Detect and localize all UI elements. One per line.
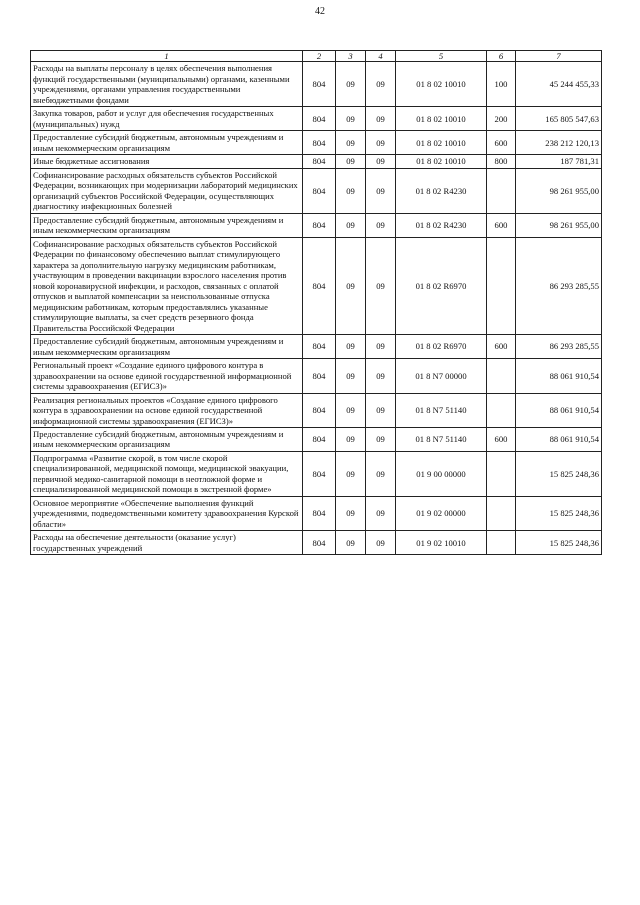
amount: 88 061 910,54 xyxy=(516,427,602,451)
ministry-code: 804 xyxy=(303,131,336,155)
expense-type-code xyxy=(487,168,516,213)
expense-type-code xyxy=(487,393,516,427)
ministry-code: 804 xyxy=(303,107,336,131)
amount: 88 061 910,54 xyxy=(516,393,602,427)
table-row xyxy=(31,393,602,427)
table-row xyxy=(31,359,602,393)
section-code: 09 xyxy=(336,168,366,213)
target-article-code: 01 8 N7 51140 xyxy=(396,393,487,427)
ministry-code: 804 xyxy=(303,237,336,334)
target-article-code: 01 9 00 00000 xyxy=(396,451,487,496)
expense-type-code: 600 xyxy=(487,335,516,359)
table-row xyxy=(31,62,602,107)
section-code: 09 xyxy=(336,393,366,427)
expense-type-code xyxy=(487,451,516,496)
ministry-code: 804 xyxy=(303,62,336,107)
expense-type-code: 600 xyxy=(487,427,516,451)
row-description: Предоставление субсидий бюджетным, автономным учреждениям и иным некоммерческим организациям xyxy=(31,427,303,451)
section-code: 09 xyxy=(336,107,366,131)
ministry-code: 804 xyxy=(303,359,336,393)
section-code: 09 xyxy=(336,531,366,555)
amount: 98 261 955,00 xyxy=(516,213,602,237)
section-code: 09 xyxy=(336,335,366,359)
col-header-1: 1 xyxy=(31,51,303,62)
subsection-code: 09 xyxy=(366,213,396,237)
section-code: 09 xyxy=(336,213,366,237)
expense-type-code: 200 xyxy=(487,107,516,131)
expense-type-code xyxy=(487,496,516,530)
amount: 165 805 547,63 xyxy=(516,107,602,131)
table-row xyxy=(31,335,602,359)
ministry-code: 804 xyxy=(303,335,336,359)
row-description: Предоставление субсидий бюджетным, автономным учреждениям и иным некоммерческим организациям xyxy=(31,131,303,155)
ministry-code: 804 xyxy=(303,168,336,213)
subsection-code: 09 xyxy=(366,62,396,107)
table-row xyxy=(31,496,602,530)
row-description: Подпрограмма «Развитие скорой, в том числе скорой специализированной, медицинской помощи, медицинской эвакуации, первичной медико-санитарной помощи в неотложной форме и специализированной медицинской помощи в экстренной форме» xyxy=(31,451,303,496)
expense-type-code: 100 xyxy=(487,62,516,107)
subsection-code: 09 xyxy=(366,393,396,427)
row-description: Региональный проект «Создание единого цифрового контура в здравоохранении на основе единой государственной информационной системы здравоохранения (ЕГИСЗ)» xyxy=(31,359,303,393)
target-article-code: 01 9 02 00000 xyxy=(396,496,487,530)
subsection-code: 09 xyxy=(366,131,396,155)
expense-type-code xyxy=(487,359,516,393)
ministry-code: 804 xyxy=(303,496,336,530)
subsection-code: 09 xyxy=(366,237,396,334)
section-code: 09 xyxy=(336,359,366,393)
target-article-code: 01 8 02 R4230 xyxy=(396,168,487,213)
table-row xyxy=(31,531,602,555)
expense-type-code xyxy=(487,237,516,334)
row-description: Реализация региональных проектов «Создание единого цифрового контура в здравоохранении на основе единой государственной информационной системы здравоохранения (ЕГИСЗ)» xyxy=(31,393,303,427)
table-row xyxy=(31,107,602,131)
amount: 15 825 248,36 xyxy=(516,531,602,555)
amount: 238 212 120,13 xyxy=(516,131,602,155)
amount: 187 781,31 xyxy=(516,155,602,168)
row-description: Основное мероприятие «Обеспечение выполнения функций учреждениями, подведомственными комитету здравоохранения Курской области» xyxy=(31,496,303,530)
expense-type-code: 600 xyxy=(487,213,516,237)
expense-type-code: 800 xyxy=(487,155,516,168)
section-code: 09 xyxy=(336,427,366,451)
subsection-code: 09 xyxy=(366,107,396,131)
ministry-code: 804 xyxy=(303,427,336,451)
target-article-code: 01 8 02 R4230 xyxy=(396,213,487,237)
subsection-code: 09 xyxy=(366,359,396,393)
col-header-7: 7 xyxy=(516,51,602,62)
expense-type-code: 600 xyxy=(487,131,516,155)
col-header-4: 4 xyxy=(366,51,396,62)
table-row xyxy=(31,168,602,213)
subsection-code: 09 xyxy=(366,451,396,496)
row-description: Предоставление субсидий бюджетным, автономным учреждениям и иным некоммерческим организациям xyxy=(31,335,303,359)
amount: 15 825 248,36 xyxy=(516,451,602,496)
row-description: Иные бюджетные ассигнования xyxy=(31,155,303,168)
target-article-code: 01 8 02 R6970 xyxy=(396,335,487,359)
subsection-code: 09 xyxy=(366,496,396,530)
col-header-3: 3 xyxy=(336,51,366,62)
page-number: 42 xyxy=(315,6,325,17)
target-article-code: 01 9 02 10010 xyxy=(396,531,487,555)
subsection-code: 09 xyxy=(366,427,396,451)
row-description: Предоставление субсидий бюджетным, автономным учреждениям и иным некоммерческим организациям xyxy=(31,213,303,237)
ministry-code: 804 xyxy=(303,531,336,555)
subsection-code: 09 xyxy=(366,168,396,213)
table-row xyxy=(31,131,602,155)
ministry-code: 804 xyxy=(303,155,336,168)
table-row xyxy=(31,427,602,451)
col-header-2: 2 xyxy=(303,51,336,62)
row-description: Расходы на обеспечение деятельности (оказание услуг) государственных учреждений xyxy=(31,531,303,555)
header-row xyxy=(31,51,602,62)
target-article-code: 01 8 02 R6970 xyxy=(396,237,487,334)
target-article-code: 01 8 N7 00000 xyxy=(396,359,487,393)
target-article-code: 01 8 N7 51140 xyxy=(396,427,487,451)
row-description: Софинансирование расходных обязательств субъектов Российской Федерации, возникающих при модернизации лабораторий медицинских организаций субъектов Российской Федерации, осуществляющих диагностику инфекционных болезней xyxy=(31,168,303,213)
amount: 86 293 285,55 xyxy=(516,335,602,359)
subsection-code: 09 xyxy=(366,335,396,359)
section-code: 09 xyxy=(336,155,366,168)
table-row xyxy=(31,155,602,168)
section-code: 09 xyxy=(336,496,366,530)
budget-table xyxy=(30,50,602,555)
amount: 88 061 910,54 xyxy=(516,359,602,393)
col-header-5: 5 xyxy=(396,51,487,62)
amount: 98 261 955,00 xyxy=(516,168,602,213)
table-row xyxy=(31,451,602,496)
expense-type-code xyxy=(487,531,516,555)
col-header-6: 6 xyxy=(487,51,516,62)
row-description: Расходы на выплаты персоналу в целях обеспечения выполнения функций государственными (муниципальными) органами, казенными учреждениями, органами управления государственными внебюджетными фондами xyxy=(31,62,303,107)
amount: 86 293 285,55 xyxy=(516,237,602,334)
target-article-code: 01 8 02 10010 xyxy=(396,107,487,131)
subsection-code: 09 xyxy=(366,531,396,555)
target-article-code: 01 8 02 10010 xyxy=(396,131,487,155)
amount: 45 244 455,33 xyxy=(516,62,602,107)
section-code: 09 xyxy=(336,237,366,334)
target-article-code: 01 8 02 10010 xyxy=(396,155,487,168)
section-code: 09 xyxy=(336,451,366,496)
section-code: 09 xyxy=(336,62,366,107)
table-row xyxy=(31,237,602,334)
row-description: Закупка товаров, работ и услуг для обеспечения государственных (муниципальных) нужд xyxy=(31,107,303,131)
amount: 15 825 248,36 xyxy=(516,496,602,530)
section-code: 09 xyxy=(336,131,366,155)
table-row xyxy=(31,213,602,237)
subsection-code: 09 xyxy=(366,155,396,168)
row-description: Софинансирование расходных обязательств субъектов Российской Федерации по финансовому обеспечению выплат стимулирующего характера за дополнительную нагрузку медицинским работникам, участвующим в проведении вакцинации взрослого населения против новой коронавирусной инфекции, и расходов, связанных с оплатой отпусков и выплатой компенсации за неиспользованные отпуска медицинским работникам, которым предоставлялись указанные стимулирующие выплаты, за счет средств резервного фонда Правительства Российской Федерации xyxy=(31,237,303,334)
target-article-code: 01 8 02 10010 xyxy=(396,62,487,107)
ministry-code: 804 xyxy=(303,213,336,237)
ministry-code: 804 xyxy=(303,451,336,496)
ministry-code: 804 xyxy=(303,393,336,427)
